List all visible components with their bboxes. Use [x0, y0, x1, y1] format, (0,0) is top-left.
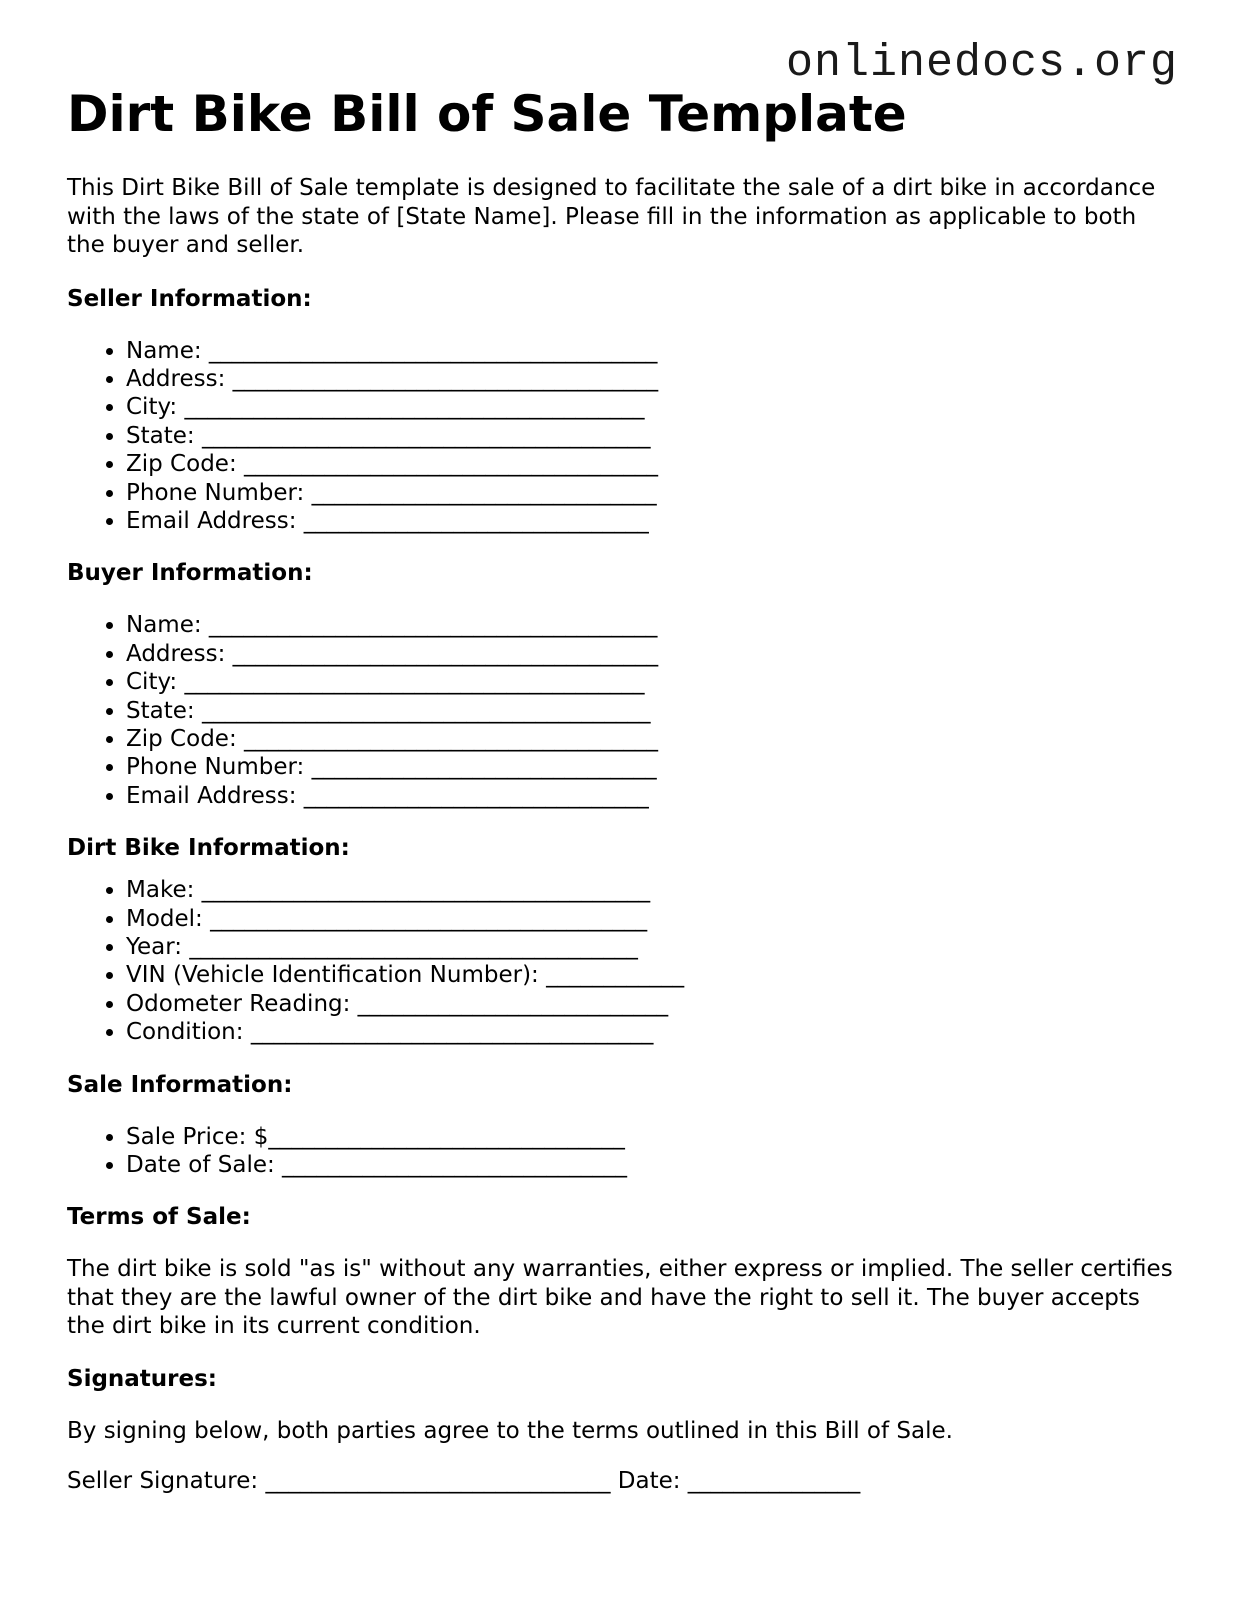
sale-price-field: • Sale Price: $_______________________________: [126, 1123, 1177, 1151]
intro-paragraph: This Dirt Bike Bill of Sale template is designed to facilitate the sale of a dirt bike in accordance with the laws of the state of [State Name]. Please fill in the information as applicable to both the buyer and seller.: [67, 175, 1156, 258]
bike-section-heading: Dirt Bike Information:: [67, 835, 350, 862]
bike-vin-field: • VIN (Vehicle Identification Number): ____________: [126, 961, 1177, 989]
signatures-section-heading: Signatures:: [67, 1365, 218, 1392]
buyer-address-field: • Address: _____________________________________: [126, 640, 1177, 668]
bike-odometer-field: • Odometer Reading: ___________________________: [126, 990, 1177, 1018]
buyer-city-field: • City: ________________________________________: [126, 668, 1177, 696]
document-page: [67, 82, 1177, 1496]
seller-section-heading: Seller Information:: [67, 285, 312, 312]
seller-name-field: • Name: _______________________________________: [126, 337, 1177, 365]
signatures-paragraph: By signing below, both parties agree to the terms outlined in this Bill of Sale.: [67, 1417, 953, 1444]
sale-field-list: [67, 1123, 1177, 1180]
buyer-field-list: [67, 611, 1177, 810]
bike-field-list: [67, 876, 1177, 1046]
buyer-phone-field: • Phone Number: ______________________________: [126, 753, 1177, 781]
terms-section-heading: Terms of Sale:: [67, 1204, 251, 1231]
buyer-email-field: • Email Address: ______________________________: [126, 782, 1177, 810]
bike-make-field: • Make: _______________________________________: [126, 876, 1177, 904]
seller-signature-line: Seller Signature: ______________________________ Date: _______________: [67, 1468, 861, 1495]
bike-model-field: • Model: ______________________________________: [126, 905, 1177, 933]
document-title: Dirt Bike Bill of Sale Template: [67, 85, 907, 143]
seller-zip-field: • Zip Code: ____________________________________: [126, 450, 1177, 478]
seller-phone-field: • Phone Number: ______________________________: [126, 479, 1177, 507]
seller-address-field: • Address: _____________________________________: [126, 365, 1177, 393]
seller-field-list: [67, 337, 1177, 536]
watermark-logo-text: onlinedocs.org: [785, 38, 1178, 89]
seller-state-field: • State: _______________________________________: [126, 422, 1177, 450]
sale-section-heading: Sale Information:: [67, 1071, 293, 1098]
buyer-zip-field: • Zip Code: ____________________________________: [126, 725, 1177, 753]
buyer-name-field: • Name: _______________________________________: [126, 611, 1177, 639]
seller-city-field: • City: ________________________________________: [126, 393, 1177, 421]
buyer-state-field: • State: _______________________________________: [126, 697, 1177, 725]
bike-condition-field: • Condition: ___________________________________: [126, 1018, 1177, 1046]
terms-paragraph: The dirt bike is sold "as is" without any warranties, either express or implied. The seller certifies that they are the lawful owner of the dirt bike and have the right to sell it. The buyer accepts the dirt bike in its current condition.: [67, 1256, 1173, 1340]
sale-date-field: • Date of Sale: ______________________________: [126, 1151, 1177, 1179]
bike-year-field: • Year: _______________________________________: [126, 933, 1177, 961]
seller-email-field: • Email Address: ______________________________: [126, 507, 1177, 535]
buyer-section-heading: Buyer Information:: [67, 560, 313, 587]
